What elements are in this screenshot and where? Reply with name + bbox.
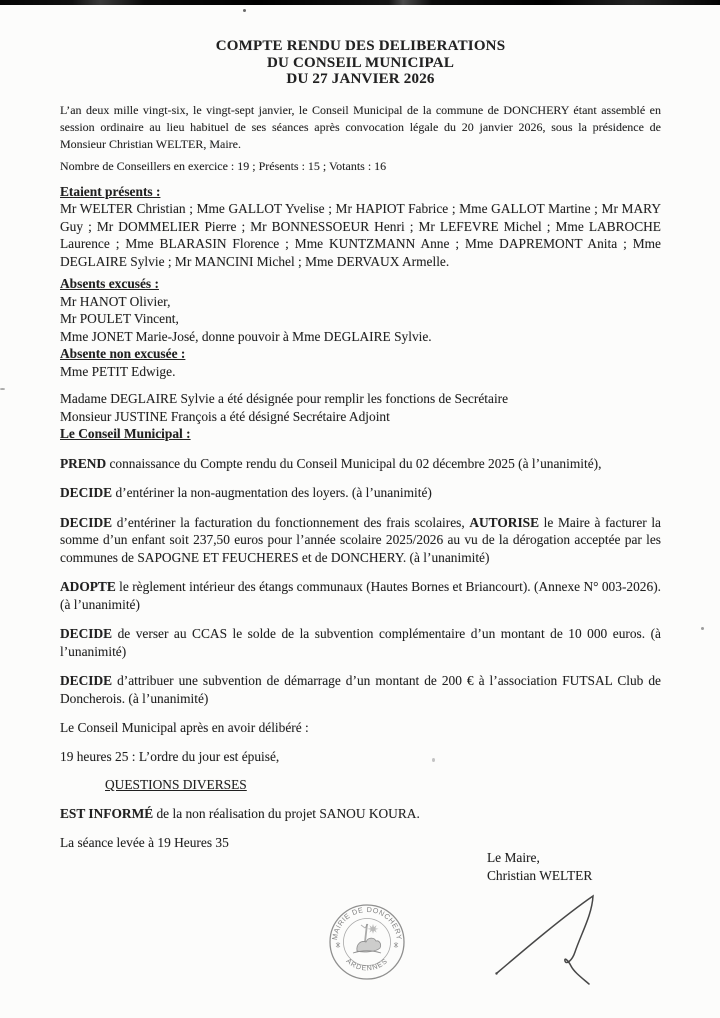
- decision-text: le Maire à facturer la somme d’un enfant soit 237,50 euros pour l’année scolaire 2025/2026 au vu de la dérogation acceptée par les communes de SAPOGNE ET FEUCHERES et de DONCHERY. (à l’unanimité): [60, 514, 662, 565]
- decision-reglement-etangs: [60, 578, 661, 613]
- decision-text: d’entériner la facturation du fonctionnement des frais scolaires,: [112, 514, 470, 530]
- decision-text: de verser au CCAS le solde de la subvention complémentaire d’un montant de 10 000 euros. (à l’unanimité): [60, 626, 661, 659]
- stamp-left-star-icon: [336, 942, 340, 948]
- decision-text: le règlement intérieur des étangs communaux (Hautes Bornes et Briancourt). (Annexe N° 003-2026). (à l’unanimité): [60, 579, 661, 612]
- secretary-line: Madame DEGLAIRE Sylvie a été désignée pour remplir les fonctions de Secrétaire: [60, 391, 509, 406]
- informed-text: de la non réalisation du projet SANOU KOURA.: [153, 805, 420, 821]
- absent-not-excused-line: Mme PETIT Edwige.: [60, 363, 176, 379]
- secretary-adjoint-line: Monsieur JUSTINE François a été désigné Secrétaire Adjoint: [60, 408, 390, 424]
- decision-futsal: [60, 672, 661, 707]
- deliberation-line: Le Conseil Municipal après en avoir délibéré :: [60, 720, 309, 735]
- decision-verb: ADOPTE: [60, 579, 116, 594]
- decision-ccas: [60, 625, 661, 660]
- decision-verb: PREND: [60, 455, 107, 471]
- signature-ink-dot: [495, 972, 497, 974]
- questions-diverses-heading: [60, 776, 661, 794]
- signature-role: Le Maire,: [487, 850, 540, 865]
- absent-excused-section: [60, 275, 661, 380]
- stamp-coat-of-arms: [353, 924, 381, 953]
- absent-excused-line: Mr POULET Vincent,: [60, 311, 179, 326]
- decision-text: d’entériner la non-augmentation des loyers. (à l’unanimité): [112, 485, 432, 500]
- agenda-exhausted-line: 19 heures 25 : L’ordre du jour est épuisé,: [60, 748, 280, 764]
- signature-block: [487, 849, 657, 884]
- decision-verb: DECIDE: [60, 514, 113, 530]
- decision-verb: AUTORISE: [469, 514, 540, 530]
- document-title-line-3: DU 27 JANVIER 2026: [286, 71, 435, 87]
- scan-speck: [701, 627, 704, 630]
- document-title-line-1: COMPTE RENDU DES DELIBERATIONS: [215, 38, 506, 54]
- absent-not-excused-heading: Absente non excusée :: [60, 346, 186, 361]
- mairie-round-stamp: [327, 902, 407, 982]
- council-heading: Le Conseil Municipal :: [60, 426, 191, 441]
- present-heading-label: Etaient présents :: [60, 183, 161, 199]
- absent-excused-line: Mme JONET Marie-José, donne pouvoir à Mme DEGLAIRE Sylvie.: [60, 328, 432, 344]
- decision-text: d’attribuer une subvention de démarrage d’un montant de 200 € à l’association FUTSAL Club de Doncherois. (à l’unanimité): [60, 673, 661, 706]
- stamp-top-arc-text: MAIRIE DE DONCHERY: [329, 904, 405, 941]
- decision-verb: DECIDE: [60, 673, 113, 688]
- decision-prend: [60, 455, 661, 473]
- counters-line: Nombre de Conseillers en exercice : 19 ; Présents : 15 ; Votants : 16: [60, 158, 387, 173]
- signature-stroke: [497, 896, 593, 984]
- present-heading: [60, 183, 661, 201]
- stamp-bottom-arc-text: ARDENNES: [344, 957, 390, 973]
- decision-frais-scolaires: [60, 514, 661, 567]
- document-body: [60, 38, 661, 852]
- handwritten-signature: [480, 882, 605, 990]
- document-title-line-2: DU CONSEIL MUNICIPAL: [266, 54, 455, 71]
- stamp-right-star-icon: [394, 942, 398, 948]
- decision-verb: DECIDE: [60, 485, 113, 500]
- scan-speck: [0, 388, 5, 390]
- absent-excused-line: Mr HANOT Olivier,: [60, 293, 171, 309]
- closing-line: La séance levée à 19 Heures 35: [60, 835, 229, 850]
- secretary-section: [60, 390, 661, 443]
- informed-verb: EST INFORMÉ: [60, 805, 154, 821]
- decision-loyers: [60, 484, 661, 502]
- scan-edge-artifact: [0, 0, 720, 5]
- scan-speck: [243, 9, 246, 12]
- intro-paragraph: L’an deux mille vingt-six, le vingt-sept janvier, le Conseil Municipal de la commune de DONCHERY étant assemblé en session ordinaire au lieu habituel de ses séances après convocation légale du 20 janvier 2026, sous la présidence de Monsieur Christian WELTER, Maire.: [60, 102, 661, 151]
- present-list: Mr WELTER Christian ; Mme GALLOT Yvelise ; Mr HAPIOT Fabrice ; Mme GALLOT Martine ; Mr MARY Guy ; Mr DOMMELIER Pierre ; Mr BONNESSOEUR Henri ; Mr LEFEVRE Michel ; Mme LABROCHE Laurence ; Mme BLARASIN Florence ; Mme KUNTZMANN Anne ; Mme DAPREMONT Anita ; Mme DEGLAIRE Sylvie ; Mr MANCINI Michel ; Mme DERVAUX Armelle.: [60, 201, 661, 269]
- decision-verb: DECIDE: [60, 626, 113, 641]
- signature-name: Christian WELTER: [487, 867, 593, 883]
- questions-diverses-label: QUESTIONS DIVERSES: [105, 777, 247, 792]
- absent-excused-heading: Absents excusés :: [60, 276, 159, 291]
- informed-line: [60, 805, 661, 823]
- decision-text: connaissance du Compte rendu du Conseil Municipal du 02 décembre 2025 (à l’unanimité),: [106, 455, 602, 471]
